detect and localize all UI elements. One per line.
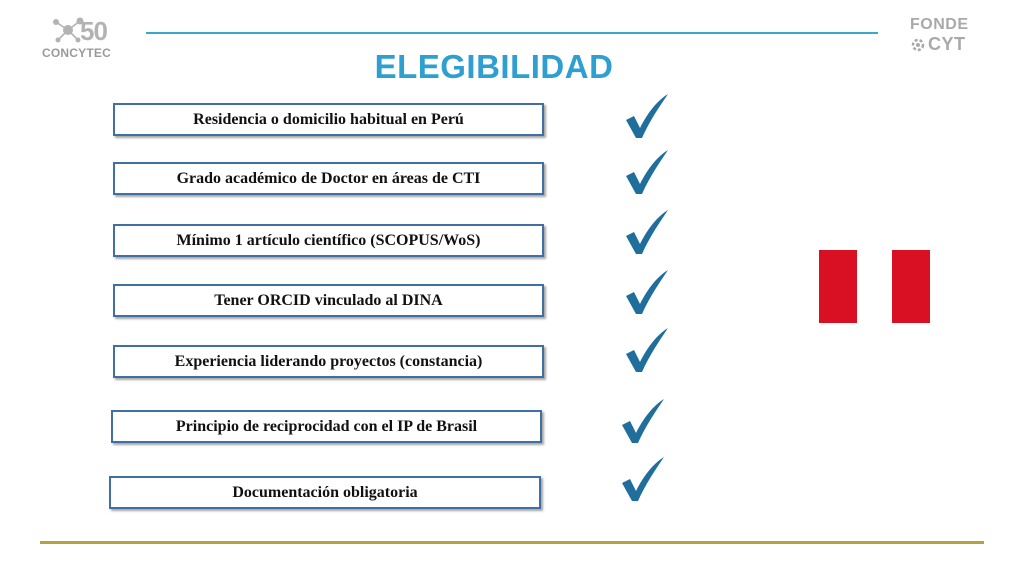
concytec-logo [42, 16, 132, 64]
checkmark-icon [622, 268, 672, 318]
requirement-box-reciprocidad [111, 410, 542, 443]
requirement-label: Mínimo 1 artículo científico (SCOPUS/WoS) [176, 231, 481, 249]
checkmark-icon [622, 92, 672, 142]
requirement-label: Residencia o domicilio habitual en Perú [193, 110, 464, 128]
gear-icon [910, 37, 926, 53]
checkmark-icon [622, 148, 672, 198]
requirement-label: Grado académico de Doctor en áreas de CTI [176, 169, 481, 187]
checkmark-icon [618, 397, 668, 447]
bottom-divider [40, 541, 984, 544]
requirement-box-orcid [113, 284, 544, 317]
requirement-box-grado [113, 162, 544, 195]
checkmark-icon [622, 208, 672, 258]
requirement-box-residencia [113, 103, 544, 136]
fondecyt-wordmark-line1: FONDE [910, 16, 969, 33]
requirement-label: Principio de reciprocidad con el IP de Brasil [175, 417, 478, 435]
flag-red-band-left [819, 250, 857, 323]
page-title: ELEGIBILIDAD [374, 48, 614, 85]
requirement-label: Experiencia liderando proyectos (constancia) [174, 352, 483, 370]
requirement-label: Documentación obligatoria [232, 483, 418, 501]
flag-red-band-right [892, 250, 930, 323]
checkmark-icon [618, 455, 668, 505]
anniversary-number: 50 [80, 16, 107, 46]
fondecyt-wordmark-line2: CYT [928, 34, 966, 54]
top-divider [146, 32, 878, 34]
concytec-wordmark: CONCYTEC [42, 46, 111, 60]
fondecyt-logo [908, 16, 988, 58]
requirement-box-experiencia [113, 345, 544, 378]
requirement-box-documentacion [109, 476, 541, 509]
requirement-label: Tener ORCID vinculado al DINA [214, 291, 443, 309]
checkmark-icon [622, 326, 672, 376]
requirement-box-articulo [113, 224, 544, 257]
